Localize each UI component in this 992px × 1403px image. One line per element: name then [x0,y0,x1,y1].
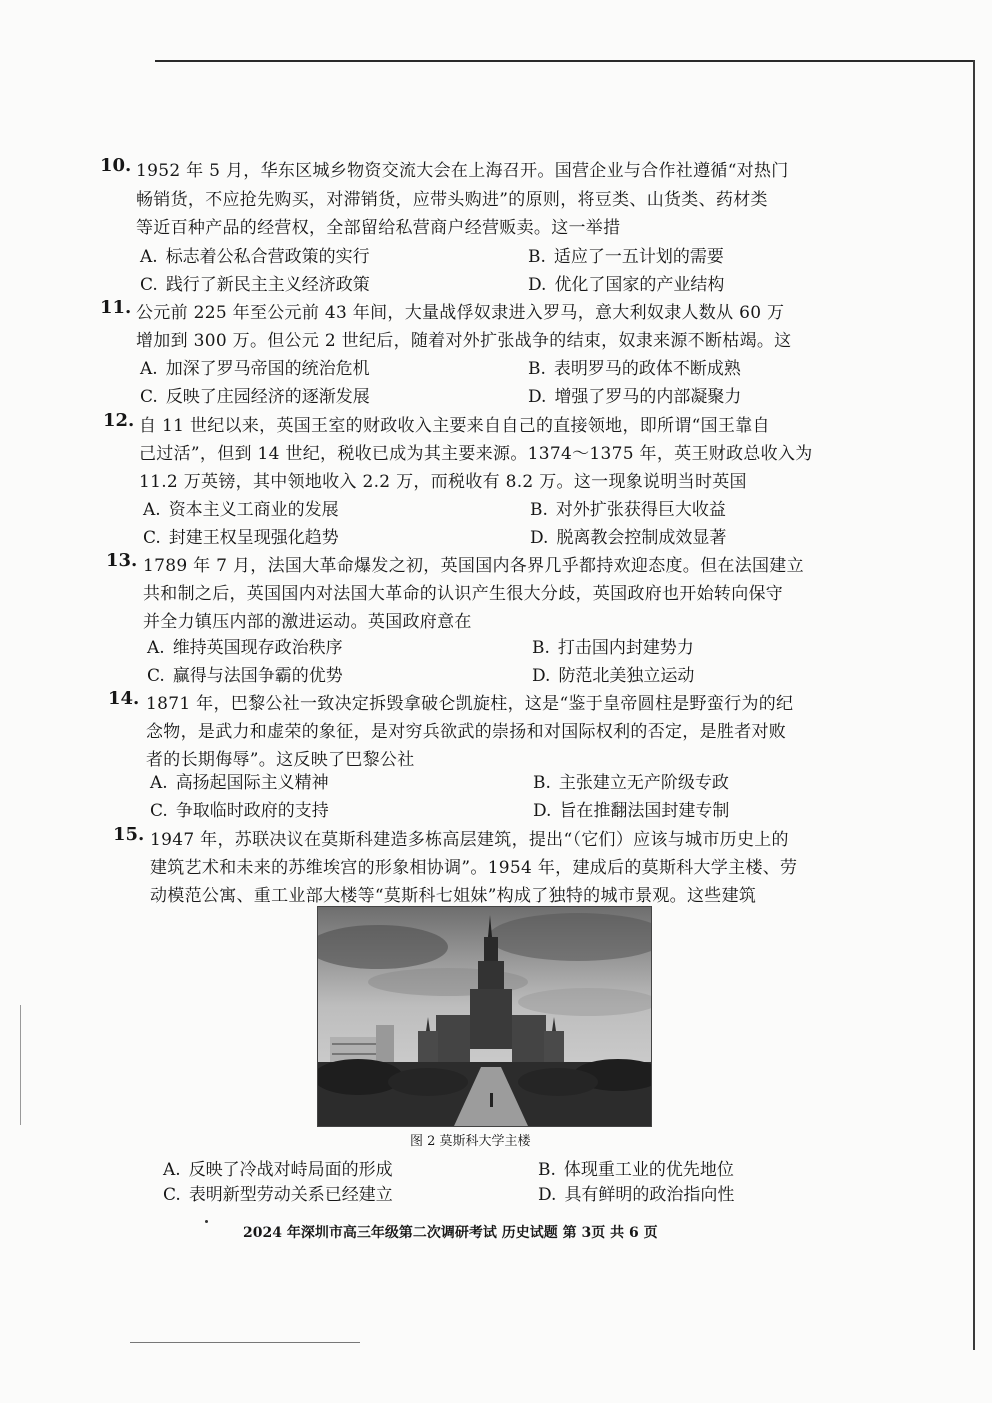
option-a: A. 高扬起国际主义精神 [150,773,329,793]
moscow-university-photo-icon [318,907,651,1126]
question-text: 11.2 万英镑，其中领地收入 2.2 万，而税收有 8.2 万。这一现象说明当时英国 [139,472,747,492]
option-a: A. 资本主义工商业的发展 [143,500,339,520]
question-text: 1952 年 5 月，华东区城乡物资交流大会在上海召开。国营企业与合作社遵循“对热门 [136,161,789,181]
question-text: 公元前 225 年至公元前 43 年间，大量战俘奴隶进入罗马，意大利奴隶人数从 60 万 [136,303,785,323]
option-b: B. 表明罗马的政体不断成熟 [528,359,741,379]
question-text: 畅销货，不应抢先购买，对滞销货，应带头购进”的原则，将豆类、山货类、药材类 [136,190,768,210]
option-d: D. 防范北美独立运动 [532,666,695,686]
question-text: 建筑艺术和未来的苏维埃宫的形象相协调”。1954 年，建成后的莫斯科大学主楼、劳 [150,858,798,878]
question-number: 14. [108,688,140,709]
page-footer: 2024 年深圳市高三年级第二次调研考试 历史试题 第 3页 共 6 页 [243,1225,658,1241]
option-a: A. 反映了冷战对峙局面的形成 [163,1160,393,1180]
question-number: 13. [106,550,138,571]
option-d: D. 具有鲜明的政治指向性 [538,1185,735,1205]
question-text: 1871 年，巴黎公社一致决定拆毁拿破仑凯旋柱，这是“鉴于皇帝圆柱是野蛮行为的纪 [146,694,794,714]
option-b: B. 适应了一五计划的需要 [528,247,724,267]
option-d: D. 脱离教会控制成效显著 [530,528,727,548]
question-text: 共和制之后，英国国内对法国大革命的认识产生很大分歧，英国政府也开始转向保守 [143,584,784,604]
scan-speck [205,1220,208,1223]
option-a: A. 加深了罗马帝国的统治危机 [140,359,370,379]
option-b: B. 打击国内封建势力 [532,638,694,658]
question-text: 1789 年 7 月，法国大革命爆发之初，英国国内各界几乎都持欢迎态度。但在法国建立 [143,556,804,576]
option-c: C. 封建王权呈现强化趋势 [143,528,339,548]
question-text: 增加到 300 万。但公元 2 世纪后，随着对外扩张战争的结束，奴隶来源不断枯竭。这 [136,331,792,351]
option-c: C. 争取临时政府的支持 [150,801,329,821]
option-c: C. 表明新型劳动关系已经建立 [163,1185,393,1205]
question-number: 10. [100,155,132,176]
option-a: A. 标志着公私合营政策的实行 [140,247,370,267]
scan-edge [973,60,975,1350]
option-d: D. 旨在推翻法国封建专制 [533,801,730,821]
option-c: C. 反映了庄园经济的逐渐发展 [140,387,370,407]
question-number: 15. [113,824,145,845]
option-b: B. 主张建立无产阶级专政 [533,773,729,793]
figure-caption: 图 2 莫斯科大学主楼 [410,1134,531,1149]
scan-edge [155,60,975,62]
option-a: A. 维持英国现存政治秩序 [147,638,343,658]
question-text: 1947 年，苏联决议在莫斯科建造多栋高层建筑，提出“（它们）应该与城市历史上的 [150,830,789,850]
option-c: C. 践行了新民主主义经济政策 [140,275,370,295]
option-d: D. 增强了罗马的内部凝聚力 [528,387,742,407]
option-b: B. 对外扩张获得巨大收益 [530,500,726,520]
question-text: 者的长期侮辱”。这反映了巴黎公社 [146,750,415,770]
question-number: 12. [103,410,135,431]
question-text: 动模范公寓、重工业部大楼等“莫斯科七姐妹”构成了独特的城市景观。这些建筑 [150,886,757,906]
scan-edge [130,1342,360,1343]
question-text: 念物，是武力和虚荣的象征，是对穷兵欲武的崇扬和对国际权利的否定，是胜者对败 [146,722,787,742]
scan-edge [20,1005,21,1125]
option-b: B. 体现重工业的优先地位 [538,1160,734,1180]
moscow-university-photo [317,906,652,1127]
question-text: 己过活”，但到 14 世纪，税收已成为其主要来源。1374～1375 年，英王财政总收入为 [139,444,813,464]
question-text: 等近百种产品的经营权，全部留给私营商户经营贩卖。这一举措 [136,218,621,238]
question-text: 自 11 世纪以来，英国王室的财政收入主要来自自己的直接领地，即所谓“国王靠自 [139,416,770,436]
option-d: D. 优化了国家的产业结构 [528,275,725,295]
question-text: 并全力镇压内部的激进运动。英国政府意在 [143,612,472,632]
question-number: 11. [100,297,132,318]
option-c: C. 赢得与法国争霸的优势 [147,666,343,686]
